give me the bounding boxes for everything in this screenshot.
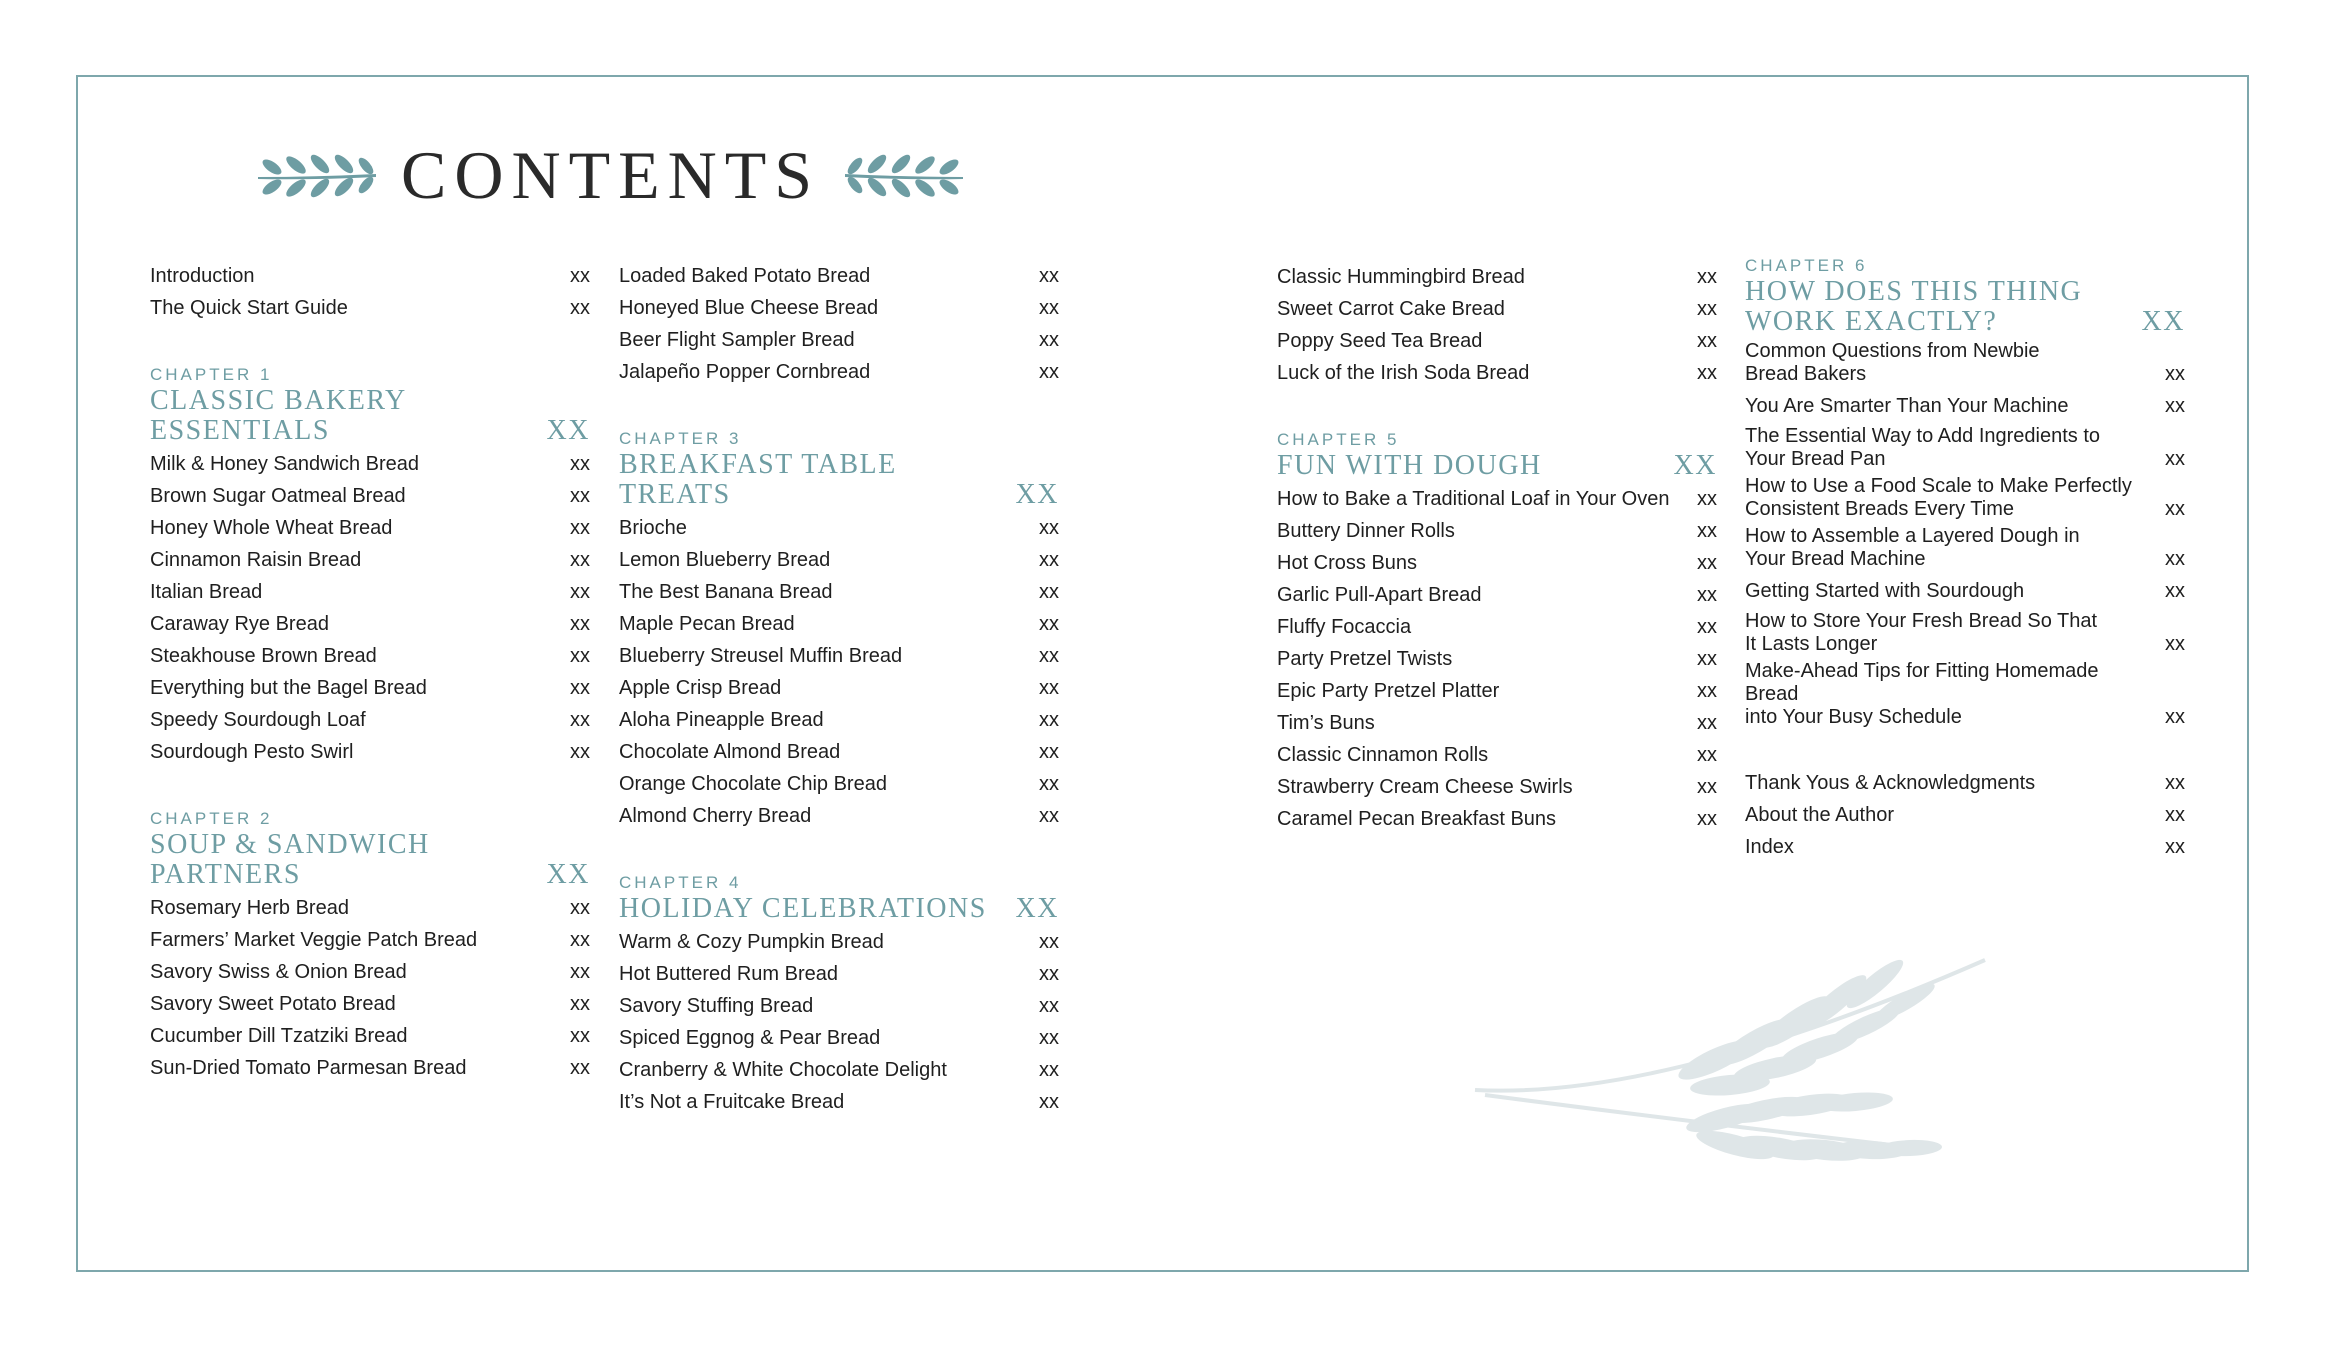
toc-column-2 [619, 260, 1059, 1118]
toc-entry[interactable]: How to Bake a Traditional Loaf in Your Oven xx [1277, 488, 1717, 510]
toc-entry[interactable]: Tim’s Buns xx [1277, 712, 1717, 734]
chapter-label: CHAPTER 1 [150, 365, 273, 384]
toc-entry[interactable]: Fluffy Focaccia xx [1277, 616, 1717, 638]
toc-entry[interactable]: Sourdough Pesto Swirl xx [150, 741, 590, 763]
toc-entry[interactable]: Almond Cherry Bread xx [619, 805, 1059, 827]
toc-entry[interactable]: Chocolate Almond Bread xx [619, 741, 1059, 763]
toc-entry[interactable]: Brioche xx [619, 517, 1059, 539]
chapter-title[interactable]: SOUP & SANDWICH PARTNERS XX [150, 829, 590, 890]
toc-entry[interactable]: You Are Smarter Than Your Machine xx [1745, 395, 2185, 417]
toc-entry[interactable]: Getting Started with Sourdough xx [1745, 580, 2185, 602]
toc-entry[interactable]: Savory Stuffing Bread xx [619, 995, 1059, 1017]
toc-entry[interactable]: Milk & Honey Sandwich Bread xx [150, 453, 590, 475]
toc-entry[interactable]: Introduction xx [150, 265, 590, 287]
toc-entry[interactable]: Lemon Blueberry Bread xx [619, 549, 1059, 571]
toc-entry[interactable]: Warm & Cozy Pumpkin Bread xx [619, 931, 1059, 953]
chapter-label: CHAPTER 5 [1277, 430, 1400, 449]
laurel-sprig-right-icon [842, 150, 967, 200]
toc-entry[interactable]: Orange Chocolate Chip Bread xx [619, 773, 1059, 795]
page-title: CONTENTS [401, 137, 821, 213]
toc-entry[interactable]: Common Questions from Newbie Bread Bakers xx [1745, 340, 2185, 385]
toc-entry[interactable]: It’s Not a Fruitcake Bread xx [619, 1091, 1059, 1113]
toc-entry[interactable]: The Essential Way to Add Ingredients to Your Bread Pan xx [1745, 425, 2185, 470]
toc-entry[interactable]: Thank Yous & Acknowledgments xx [1745, 772, 2185, 794]
toc-entry[interactable]: Cinnamon Raisin Bread xx [150, 549, 590, 571]
spacer [1745, 733, 2185, 767]
toc-entry[interactable]: Apple Crisp Bread xx [619, 677, 1059, 699]
toc-entry[interactable]: Caraway Rye Bread xx [150, 613, 590, 635]
toc-column-4 [1745, 255, 2185, 863]
toc-entry[interactable]: How to Assemble a Layered Dough in Your Bread Machine xx [1745, 525, 2185, 570]
chapter-label: CHAPTER 4 [619, 873, 742, 892]
toc-entry[interactable]: Rosemary Herb Bread xx [150, 897, 590, 919]
toc-entry[interactable]: Aloha Pineapple Bread xx [619, 709, 1059, 731]
toc-entry[interactable]: Honeyed Blue Cheese Bread xx [619, 297, 1059, 319]
wheat-stalk-icon [1465, 950, 1995, 1180]
toc-entry[interactable]: Party Pretzel Twists xx [1277, 648, 1717, 670]
chapter-title[interactable]: FUN WITH DOUGH XX [1277, 450, 1717, 481]
toc-entry[interactable]: Cranberry & White Chocolate Delight xx [619, 1059, 1059, 1081]
toc-entry[interactable]: Classic Cinnamon Rolls xx [1277, 744, 1717, 766]
toc-entry[interactable]: Poppy Seed Tea Bread xx [1277, 330, 1717, 352]
laurel-sprig-left-icon [254, 150, 379, 200]
toc-entry[interactable]: Hot Cross Buns xx [1277, 552, 1717, 574]
toc-entry[interactable]: Make-Ahead Tips for Fitting Homemade Bread into Your Busy Schedule xx [1745, 660, 2185, 728]
toc-column-3 [1277, 261, 1717, 835]
toc-entry[interactable]: Sweet Carrot Cake Bread xx [1277, 298, 1717, 320]
toc-entry[interactable]: Blueberry Streusel Muffin Bread xx [619, 645, 1059, 667]
toc-entry[interactable]: Savory Swiss & Onion Bread xx [150, 961, 590, 983]
toc-entry[interactable]: How to Store Your Fresh Bread So That It Lasts Longer xx [1745, 610, 2185, 655]
toc-entry[interactable]: Hot Buttered Rum Bread xx [619, 963, 1059, 985]
toc-entry[interactable]: Garlic Pull-Apart Bread xx [1277, 584, 1717, 606]
toc-entry[interactable]: Italian Bread xx [150, 581, 590, 603]
toc-entry[interactable]: Brown Sugar Oatmeal Bread xx [150, 485, 590, 507]
toc-entry[interactable]: Classic Hummingbird Bread xx [1277, 266, 1717, 288]
toc-entry[interactable]: About the Author xx [1745, 804, 2185, 826]
toc-entry[interactable]: Luck of the Irish Soda Bread xx [1277, 362, 1717, 384]
toc-entry[interactable]: Loaded Baked Potato Bread xx [619, 265, 1059, 287]
toc-entry[interactable]: Maple Pecan Bread xx [619, 613, 1059, 635]
toc-entry[interactable]: The Best Banana Bread xx [619, 581, 1059, 603]
toc-entry[interactable]: Spiced Eggnog & Pear Bread xx [619, 1027, 1059, 1049]
toc-entry[interactable]: Everything but the Bagel Bread xx [150, 677, 590, 699]
toc-entry[interactable]: Savory Sweet Potato Bread xx [150, 993, 590, 1015]
toc-entry[interactable]: Index xx [1745, 836, 2185, 858]
toc-entry[interactable]: Cucumber Dill Tzatziki Bread xx [150, 1025, 590, 1047]
toc-entry[interactable]: Strawberry Cream Cheese Swirls xx [1277, 776, 1717, 798]
toc-entry[interactable]: Speedy Sourdough Loaf xx [150, 709, 590, 731]
toc-entry[interactable]: Buttery Dinner Rolls xx [1277, 520, 1717, 542]
toc-entry[interactable]: Caramel Pecan Breakfast Buns xx [1277, 808, 1717, 830]
chapter-title[interactable]: CLASSIC BAKERY ESSENTIALS XX [150, 385, 590, 446]
toc-entry[interactable]: How to Use a Food Scale to Make Perfectly Consistent Breads Every Time xx [1745, 475, 2185, 520]
toc-entry[interactable]: Sun-Dried Tomato Parmesan Bread xx [150, 1057, 590, 1079]
toc-entry[interactable]: Beer Flight Sampler Bread xx [619, 329, 1059, 351]
chapter-title[interactable]: HOW DOES THIS THING WORK EXACTLY? XX [1745, 276, 2185, 337]
toc-entry[interactable]: Jalapeño Popper Cornbread xx [619, 361, 1059, 383]
chapter-label: CHAPTER 6 [1745, 256, 1868, 275]
toc-entry[interactable]: Farmers’ Market Veggie Patch Bread xx [150, 929, 590, 951]
chapter-label: CHAPTER 2 [150, 809, 273, 828]
contents-header [254, 135, 967, 215]
chapter-title[interactable]: HOLIDAY CELEBRATIONS XX [619, 893, 1059, 924]
toc-entry[interactable]: The Quick Start Guide xx [150, 297, 590, 319]
toc-entry[interactable]: Honey Whole Wheat Bread xx [150, 517, 590, 539]
toc-entry[interactable]: Epic Party Pretzel Platter xx [1277, 680, 1717, 702]
chapter-title[interactable]: BREAKFAST TABLE TREATS XX [619, 449, 1059, 510]
toc-column-1 [150, 260, 590, 1084]
toc-entry[interactable]: Steakhouse Brown Bread xx [150, 645, 590, 667]
chapter-label: CHAPTER 3 [619, 429, 742, 448]
